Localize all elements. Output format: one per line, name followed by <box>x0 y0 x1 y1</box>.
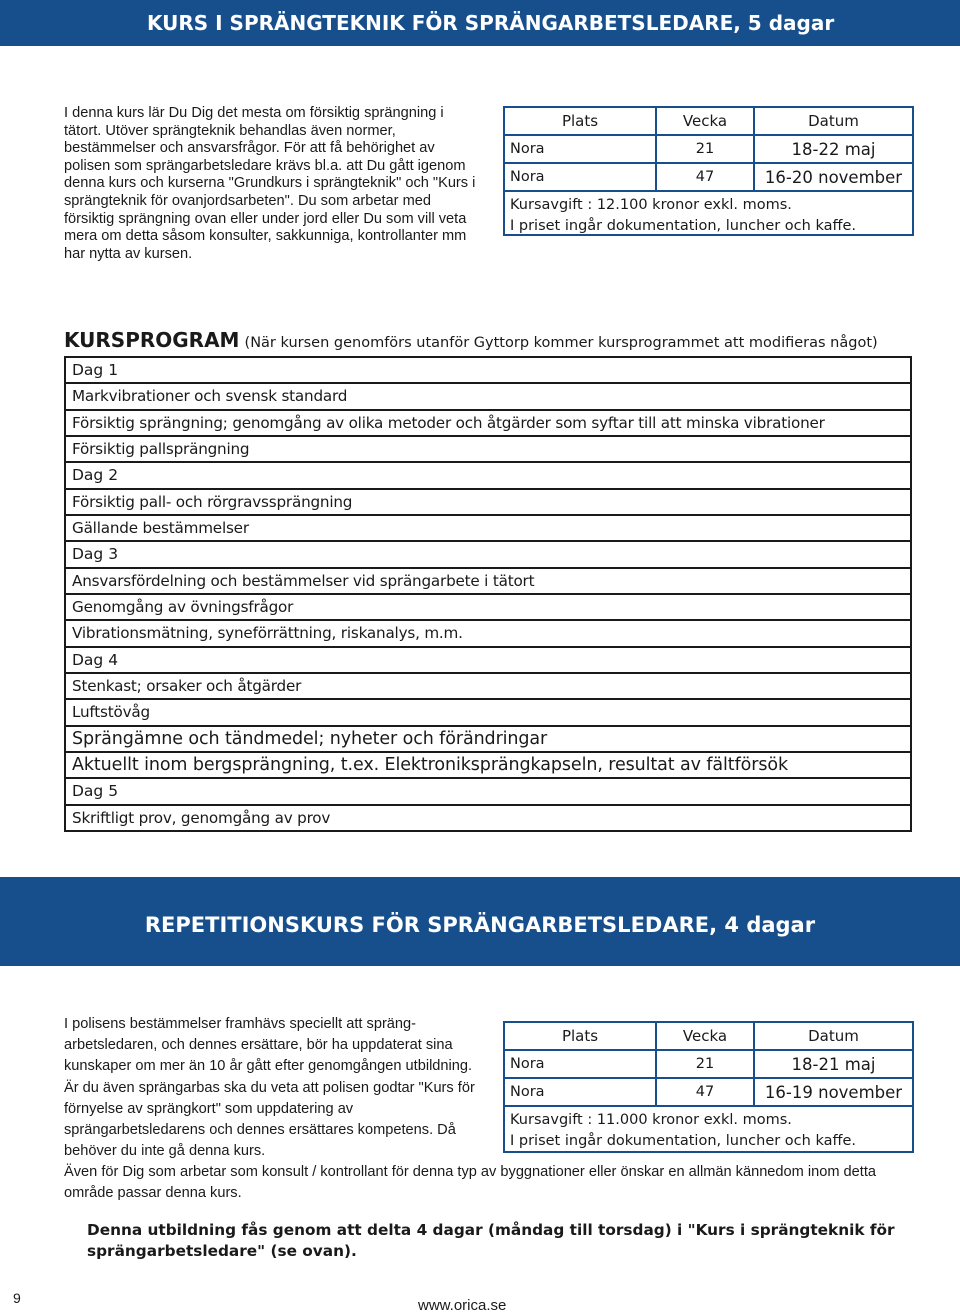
schedule-row <box>505 1079 912 1107</box>
header-datum: Datum <box>808 112 859 130</box>
header-vecka: Vecka <box>657 108 755 134</box>
schedule-row <box>505 164 912 192</box>
course2-fee-block <box>505 1107 912 1154</box>
course1-fee-block <box>505 192 912 239</box>
course2-description: I polisens bestämmelser framhävs speciellt att sprängarbetsledaren, och dennes ersättare, bör ha uppdaterat sina kunskaper om mer än 10 år gått efter genomgången utbildning. Är du även sprängarbas ska du veta att polisen godtar "Kurs för förnyelse av sprängkort" som uppdatering av sprängarbetsledarens och dennes ersättares kompetens. Då behöver du inte gå denna kurs. <box>64 1016 475 1160</box>
program-day-row: Dag 5 <box>66 779 910 805</box>
row-vecka: 47 <box>657 1079 755 1105</box>
kursprogram-subtitle: (När kursen genomförs utanför Gyttorp kommer kursprogrammet att modifieras något) <box>244 335 878 351</box>
row-vecka: 21 <box>657 136 755 162</box>
course2-schedule-box <box>503 1021 914 1153</box>
program-item-row: Luftstövåg <box>66 700 910 726</box>
kursprogram-table <box>64 356 912 832</box>
program-day-row: Dag 4 <box>66 648 910 674</box>
course2-description-continued: Även för Dig som arbetar som konsult / kontrollant för denna typ av byggnationer eller önskar en allmän kännedom inom detta område passar denna kurs. <box>64 1164 877 1202</box>
program-item-row: Markvibrationer och svensk standard <box>66 384 910 410</box>
program-item-row: Stenkast; orsaker och åtgärder <box>66 674 910 700</box>
row-datum: 16-19 november <box>764 1082 903 1102</box>
program-item-row: Vibrationsmätning, syneförrättning, riskanalys, m.m. <box>66 621 910 647</box>
row-datum: 18-22 maj <box>791 139 876 159</box>
course1-title-banner <box>0 0 960 46</box>
row-datum: 16-20 november <box>764 167 903 187</box>
schedule-row <box>505 1051 912 1079</box>
course1-schedule-box <box>503 106 914 236</box>
header-plats: Plats <box>505 108 657 134</box>
schedule-header <box>505 1023 912 1051</box>
row-datum: 18-21 maj <box>791 1054 876 1074</box>
program-item-row: Sprängämne och tändmedel; nyheter och förändringar <box>66 727 910 753</box>
program-item-row: Ansvarsfördelning och bestämmelser vid sprängarbete i tätort <box>66 569 910 595</box>
course1-title: KURS I SPRÄNGTEKNIK FÖR SPRÄNGARBETSLEDARE, 5 dagar <box>147 11 835 35</box>
header-datum: Datum <box>808 1027 859 1045</box>
schedule-header <box>505 108 912 136</box>
program-item-row: Försiktig pallsprängning <box>66 437 910 463</box>
page-number: 9 <box>13 1290 21 1306</box>
row-vecka: 21 <box>657 1051 755 1077</box>
course-included: I priset ingår dokumentation, luncher och kaffe. <box>510 218 856 234</box>
kursprogram-title: KURSPROGRAM <box>64 328 240 352</box>
row-plats: Nora <box>505 1079 657 1105</box>
schedule-row <box>505 136 912 164</box>
course2-title: REPETITIONSKURS FÖR SPRÄNGARBETSLEDARE, 4 dagar <box>144 912 816 937</box>
kursprogram-heading <box>64 328 944 352</box>
row-plats: Nora <box>505 164 657 190</box>
program-item-row: Genomgång av övningsfrågor <box>66 595 910 621</box>
program-item-row: Försiktig sprängning; genomgång av olika metoder och åtgärder som syftar till att minska vibrationer <box>66 411 910 437</box>
course1-description: I denna kurs lär Du Dig det mesta om försiktig sprängning i tätort. Utöver sprängteknik behandlas även normer, bestämmelser och ansvarsfrågor. För att få behörighet av polisen som sprängarbetsledare krävs bl.a. att Du gått igenom denna kurs och kurserna "Grundkurs i sprängteknik" och "Kurs i sprängteknik för ovanjordsarbeten". Du som arbetar med försiktig sprängning ovan eller under jord eller Du som vill veta mera om detta såsom konsulter, sakkunniga, kontrollanter mm har nytta av kursen. <box>64 105 476 262</box>
program-item-row: Försiktig pall- och rörgravssprängning <box>66 490 910 516</box>
course-included: I priset ingår dokumentation, luncher och kaffe. <box>510 1133 856 1149</box>
course2-note: Denna utbildning fås genom att delta 4 dagar (måndag till torsdag) i "Kurs i sprängteknik för sprängarbetsledare" (se ovan). <box>87 1221 895 1260</box>
header-vecka: Vecka <box>657 1023 755 1049</box>
course-fee: Kursavgift : 12.100 kronor exkl. moms. <box>510 197 792 213</box>
program-item-row: Skriftligt prov, genomgång av prov <box>72 808 331 827</box>
program-day-row: Dag 2 <box>66 463 910 489</box>
row-plats: Nora <box>505 136 657 162</box>
footer-website-link[interactable]: www.orica.se <box>418 1297 507 1314</box>
course2-title-banner <box>0 877 960 966</box>
program-day-row: Dag 3 <box>66 542 910 568</box>
row-plats: Nora <box>505 1051 657 1077</box>
row-vecka: 47 <box>657 164 755 190</box>
program-day-row: Dag 1 <box>66 358 910 384</box>
course-fee: Kursavgift : 11.000 kronor exkl. moms. <box>510 1112 792 1128</box>
program-item-row: Aktuellt inom bergsprängning, t.ex. Elektroniksprängkapseln, resultat av fältförsök <box>66 753 910 779</box>
program-item-row: Gällande bestämmelser <box>66 516 910 542</box>
header-plats: Plats <box>505 1023 657 1049</box>
